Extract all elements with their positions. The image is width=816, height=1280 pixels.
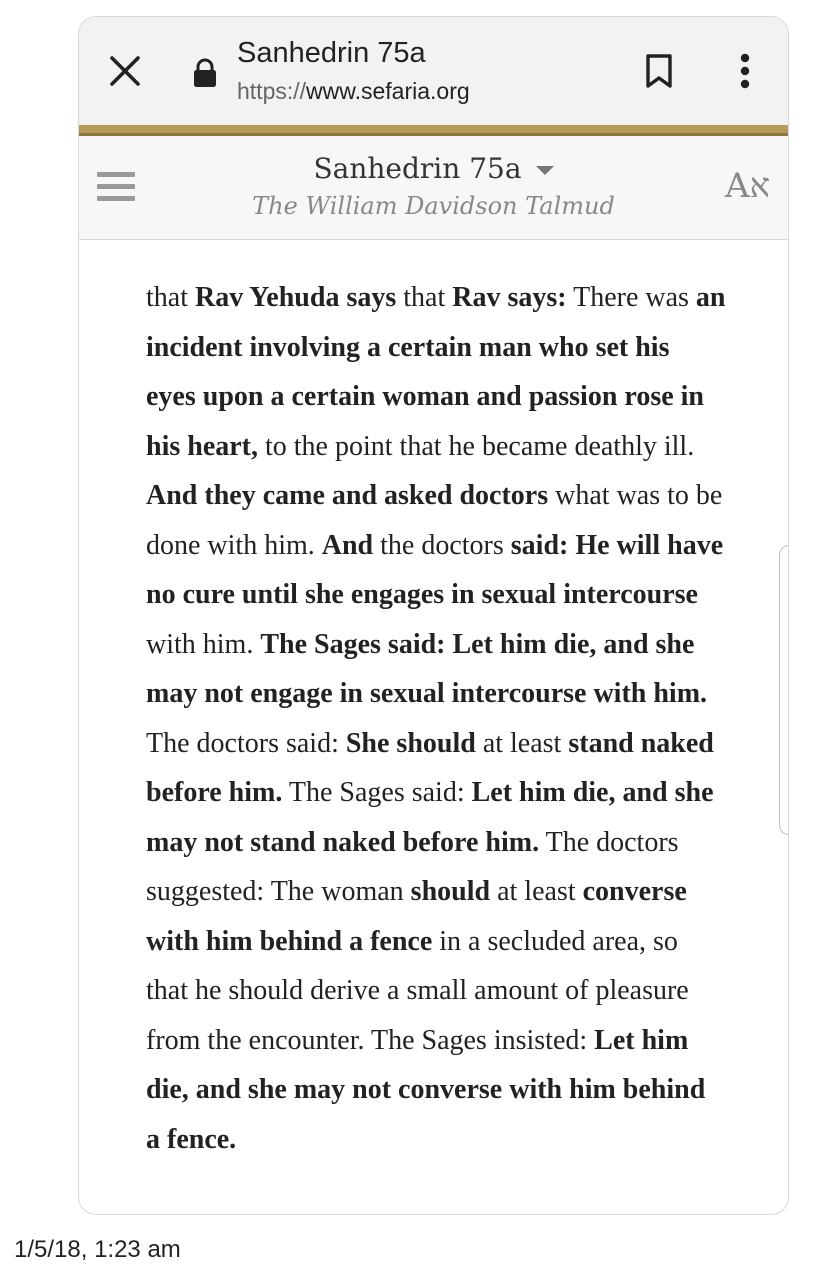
text-segment-bold: converse with him behind a fence [146, 876, 687, 957]
version-title: The William Davidson Talmud [252, 192, 615, 220]
bookmark-button[interactable] [644, 53, 674, 89]
text-segment-bold: Let him die, and she may not stand naked before him. [146, 777, 714, 858]
url-display[interactable] [237, 78, 470, 105]
page-title: Sanhedrin 75a [237, 37, 426, 69]
text-segment: to the point that he became deathly ill. [258, 430, 695, 462]
text-segment: There was [566, 282, 696, 313]
text-segment-bold: She should [345, 727, 476, 759]
text-segment-bold: should [410, 876, 491, 907]
text-segment-bold: Let him die, and she may not converse with him behind a fence. [146, 1024, 706, 1155]
text-segment: what was to be done with him. [146, 480, 723, 561]
language-toggle-button[interactable]: Aא [725, 166, 770, 206]
text-segment: with him. [146, 628, 261, 660]
url-domain: www.sefaria.org [306, 78, 470, 104]
bookmark-icon [644, 53, 674, 89]
text-segment: at least [475, 727, 569, 759]
url-scheme: https:// [237, 78, 307, 104]
text-segment-bold: The Sages said: Let him die, and she may not engage in sexual intercourse with him. [146, 628, 708, 709]
text-segment: The doctors said: [146, 727, 346, 759]
close-button[interactable] [107, 53, 143, 89]
text-segment: that [396, 282, 453, 313]
text-segment-bold: Rav says: [452, 282, 567, 313]
timestamp: 1/5/18, 1:23 am [14, 1236, 181, 1263]
text-segment: at least [490, 876, 583, 907]
reader-header [79, 136, 788, 240]
more-vert-icon [731, 51, 759, 91]
text-segment: The Sages said: [282, 777, 472, 808]
text-segment-bold: And [321, 529, 374, 561]
text-segment: the doctors [373, 529, 511, 561]
browser-card [78, 16, 789, 1215]
more-options-button[interactable] [731, 51, 759, 91]
caret-down-icon[interactable] [536, 166, 554, 175]
text-segment-bold: And they came and asked doctors [146, 480, 549, 511]
accent-bar [79, 125, 788, 136]
talmud-text [146, 273, 726, 1164]
text-segment: that [146, 282, 195, 313]
lock-icon [192, 58, 218, 88]
text-segment-bold: stand naked before him. [146, 727, 714, 808]
close-icon [107, 53, 143, 89]
scrollbar-thumb[interactable] [779, 545, 789, 835]
reference-link[interactable]: Sanhedrin 75a [313, 152, 522, 185]
reference-title [79, 152, 788, 185]
custom-tab-toolbar [79, 17, 788, 125]
text-segment-bold: said: He will have no cure until she engages in sexual intercourse [146, 529, 724, 610]
text-segment: The doctors suggested: The woman [146, 826, 679, 907]
text-segment-bold: Rav Yehuda says [195, 282, 397, 313]
text-segment: in a secluded area, so that he should derive a small amount of pleasure from the encounter. The Sages insisted: [146, 925, 689, 1056]
text-segment-bold: an incident involving a certain man who set his eyes upon a certain woman and passion rose in his heart, [146, 282, 726, 462]
